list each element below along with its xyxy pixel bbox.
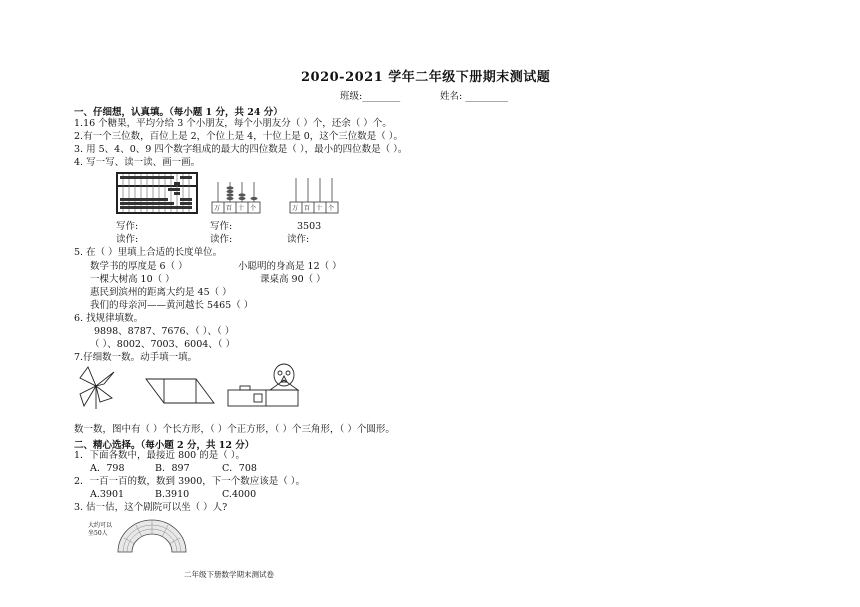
question-1-5-a: 数学书的厚度是 6（ ） <box>90 261 188 272</box>
question-1-5: 5. 在（ ）里填上合适的长度单位。 <box>74 247 223 258</box>
question-1-6-a: 9898、8787、7676、（ ）、（ ） <box>94 326 235 337</box>
section1-heading: 一、仔细想，认真填。（每小题 1 分，共 24 分） <box>74 107 283 118</box>
question-2-3: 3. 估一估，这个剧院可以坐（ ）人? <box>74 502 228 513</box>
abacus-3-label-tens: 十 <box>316 205 323 212</box>
question-1-5-d: 课桌高 90（ ） <box>260 274 326 285</box>
abacus-3-label-ten-thousands: 万 <box>292 205 299 212</box>
question-1-7: 7.仔细数一数。动手填一填。 <box>74 352 198 363</box>
question-1-2: 2.有一个三位数，百位上是 2，个位上是 4，十位上是 0，这个三位数是（ ）。 <box>74 131 404 142</box>
abacus-2-label-ones: 个 <box>250 205 257 212</box>
question-1-7-answer: 数一数，图中有（ ）个长方形，（ ）个正方形，（ ）个三角形，（ ）个圆形。 <box>74 424 395 435</box>
question-2-1-option-c: C．708 <box>222 463 257 474</box>
question-1-6: 6. 找规律填数。 <box>74 313 144 324</box>
question-1-1: 1.16 个糖果，平均分给 3 个小朋友，每个小朋友分（ ）个，还余（ ）个。 <box>74 118 392 129</box>
number-3503: 3503 <box>297 221 322 232</box>
abacus-1-figure <box>116 172 198 214</box>
question-1-3: 3. 用 5、4、0、9 四个数字组成的最大的四位数是（ ），最小的四位数是（ ）。 <box>74 144 408 155</box>
name-field: 姓名: _________ <box>440 91 508 102</box>
question-2-1: 1．下面各数中，最接近 800 的是（ ）。 <box>74 450 245 461</box>
read-label-2: 读作: <box>210 234 233 245</box>
question-2-1-option-a: A．798 <box>90 463 125 474</box>
parallelogram-figure <box>144 378 216 404</box>
question-2-2-option-b: B.3910 <box>155 489 190 500</box>
theater-label-line1: 大约可以 <box>88 522 113 529</box>
abacus-2-label-hundreds: 百 <box>226 205 233 212</box>
robot-figure <box>226 362 302 408</box>
abacus-3-label-hundreds: 百 <box>304 205 311 212</box>
page-footer: 二年级下册数学期末测试卷 <box>184 570 274 579</box>
pinwheel-figure <box>74 364 118 410</box>
question-1-5-c: 一棵大树高 10（ ） <box>90 274 175 285</box>
abacus-2-label-ten-thousands: 万 <box>214 205 221 212</box>
question-1-5-e: 惠民到滨州的距离大约是 45（ ） <box>90 287 232 298</box>
question-1-6-b: （ ）、8002、7003、6004、（ ） <box>90 339 236 350</box>
write-label-2: 写作: <box>210 221 233 232</box>
read-label-3: 读作: <box>287 234 310 245</box>
read-label-1: 读作: <box>116 234 139 245</box>
page-title: 2020-2021 学年二年级下册期末测试题 <box>301 70 551 85</box>
question-1-5-b: 小聪明的身高是 12（ ） <box>238 261 342 272</box>
abacus-3-label-ones: 个 <box>328 205 335 212</box>
question-2-2-option-c: C.4000 <box>222 489 257 500</box>
theater-label-line2: 坐50人 <box>88 530 108 537</box>
question-2-1-option-b: B．897 <box>155 463 190 474</box>
question-1-4: 4. 写一写、读一读、画一画。 <box>74 157 201 168</box>
section2-heading: 二、精心选择。（每小题 2 分，共 12 分） <box>74 440 255 451</box>
write-label-1: 写作: <box>116 221 139 232</box>
question-1-5-f: 我们的母亲河——黄河越长 5465（ ） <box>90 300 254 311</box>
abacus-2-label-tens: 十 <box>238 205 245 212</box>
class-field: 班级:________ <box>340 91 401 102</box>
question-2-2: 2．一百一百的数，数到 3900，下一个数应该是（ ）。 <box>74 476 306 487</box>
question-2-2-option-a: A.3901 <box>90 489 125 500</box>
theater-seating-figure <box>116 518 188 554</box>
